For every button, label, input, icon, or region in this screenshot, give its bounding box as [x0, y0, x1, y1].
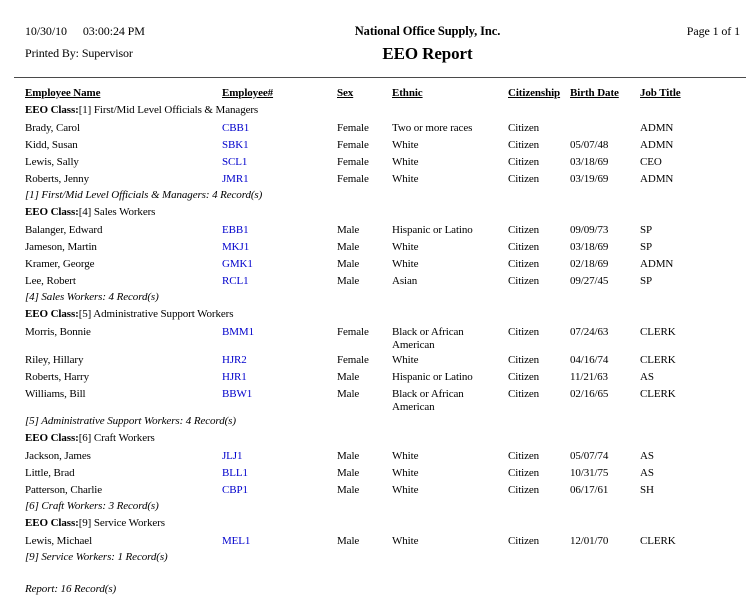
cell-citizenship: Citizen: [508, 535, 540, 547]
page-title: EEO Report: [382, 44, 473, 63]
cell-sex: Female: [337, 156, 369, 168]
printed-by-value: Supervisor: [81, 46, 133, 60]
cell-birth-date: 11/21/63: [570, 371, 608, 383]
cell-birth-date: 02/18/69: [570, 258, 609, 270]
table-row: [25, 239, 742, 256]
eeo-class-label: EEO Class:: [25, 308, 79, 320]
cell-birth-date: 09/09/73: [570, 224, 609, 236]
cell-employee-name: Jackson, James: [25, 450, 91, 462]
table-row: [25, 448, 742, 465]
report-summary: Report: 16 Record(s): [25, 583, 117, 595]
column-header-citizenship: Citizenship: [508, 87, 561, 99]
eeo-class-name: [5] Administrative Support Workers: [78, 308, 234, 320]
cell-birth-date: 12/01/70: [570, 535, 609, 547]
cell-employee-name: Roberts, Harry: [25, 371, 89, 383]
cell-ethnic: White: [392, 484, 419, 496]
cell-job-title: ADMN: [640, 122, 674, 134]
cell-sex: Male: [337, 258, 360, 270]
table-row: [25, 137, 742, 154]
cell-ethnic: Hispanic or Latino: [392, 371, 473, 383]
cell-birth-date: 06/17/61: [570, 484, 609, 496]
report-table: [0, 78, 750, 567]
table-body: [25, 103, 742, 567]
cell-job-title: AS: [640, 371, 654, 383]
cell-ethnic: Two or more races: [392, 122, 473, 134]
cell-job-title: ADMN: [640, 173, 674, 185]
table-header-row: [25, 86, 742, 103]
cell-job-title: SP: [640, 275, 653, 287]
table-row: [25, 222, 742, 239]
report-title-block: [220, 25, 635, 63]
cell-ethnic: White: [392, 535, 419, 547]
cell-citizenship: Citizen: [508, 139, 540, 151]
cell-employee-number-link[interactable]: HJR1: [222, 371, 247, 383]
cell-birth-date: 03/18/69: [570, 156, 609, 168]
eeo-class-group: [25, 205, 742, 307]
print-time: 03:00:24 PM: [82, 24, 145, 38]
cell-employee-number-link[interactable]: BMM1: [222, 326, 254, 338]
cell-birth-date: 03/19/69: [570, 173, 609, 185]
eeo-class-group: [25, 103, 742, 205]
cell-employee-name: Lee, Robert: [25, 275, 76, 287]
cell-citizenship: Citizen: [508, 224, 540, 236]
group-summary: [9] Service Workers: 1 Record(s): [25, 551, 168, 563]
cell-citizenship: Citizen: [508, 450, 540, 462]
printed-by-line: [25, 47, 220, 60]
cell-ethnic: White: [392, 354, 419, 366]
cell-ethnic: White: [392, 173, 419, 185]
cell-citizenship: Citizen: [508, 354, 540, 366]
cell-ethnic: White: [392, 467, 419, 479]
cell-ethnic: Asian: [392, 275, 418, 287]
cell-birth-date: 10/31/75: [570, 467, 609, 479]
table-row: [25, 533, 742, 550]
print-date-line: [25, 25, 220, 38]
cell-employee-name: Brady, Carol: [25, 122, 80, 134]
eeo-class-row: [25, 103, 742, 120]
cell-employee-number-link[interactable]: RCL1: [222, 275, 249, 287]
cell-citizenship: Citizen: [508, 173, 540, 185]
eeo-class-name: [6] Craft Workers: [78, 432, 155, 444]
cell-job-title: AS: [640, 467, 654, 479]
cell-job-title: ADMN: [640, 139, 674, 151]
eeo-class-label: EEO Class:: [25, 517, 79, 529]
cell-job-title: CLERK: [640, 354, 676, 366]
eeo-class-row: [25, 431, 742, 448]
column-header-employee: Employee#: [222, 87, 274, 99]
eeo-class-group: [25, 516, 742, 567]
group-rows: [25, 324, 742, 414]
eeo-class-row: [25, 516, 742, 533]
cell-sex: Male: [337, 467, 360, 479]
cell-employee-number-link[interactable]: CBB1: [222, 122, 250, 134]
group-rows: [25, 533, 742, 550]
cell-birth-date: 05/07/74: [570, 450, 609, 462]
cell-citizenship: Citizen: [508, 258, 540, 270]
cell-sex: Male: [337, 275, 360, 287]
cell-employee-name: Kidd, Susan: [25, 139, 78, 151]
group-summary: [1] First/Mid Level Officials & Managers: 4 Record(s): [25, 189, 263, 201]
eeo-class-row: [25, 307, 742, 324]
cell-birth-date: 02/16/65: [570, 388, 609, 400]
cell-employee-number-link[interactable]: EBB1: [222, 224, 249, 236]
cell-sex: Male: [337, 224, 360, 236]
cell-sex: Female: [337, 354, 369, 366]
cell-sex: Male: [337, 371, 360, 383]
group-rows: [25, 222, 742, 290]
column-header-sex: Sex: [337, 87, 354, 99]
column-header-ethnic: Ethnic: [392, 87, 423, 99]
cell-job-title: ADMN: [640, 258, 674, 270]
cell-sex: Female: [337, 173, 369, 185]
cell-sex: Male: [337, 484, 360, 496]
eeo-class-label: EEO Class:: [25, 206, 79, 218]
table-row: [25, 482, 742, 499]
cell-employee-name: Lewis, Michael: [25, 535, 93, 547]
print-info: [25, 25, 220, 60]
table-row: [25, 369, 742, 386]
cell-citizenship: Citizen: [508, 122, 540, 134]
cell-employee-name: Lewis, Sally: [25, 156, 79, 168]
eeo-class-group: [25, 431, 742, 516]
cell-employee-number-link[interactable]: CBP1: [222, 484, 248, 496]
cell-ethnic: Black or African American: [392, 388, 464, 413]
cell-citizenship: Citizen: [508, 326, 540, 338]
cell-employee-number-link[interactable]: SBK1: [222, 139, 249, 151]
table-row: [25, 256, 742, 273]
printed-by-label: Printed By:: [25, 46, 79, 60]
column-header-birth-date: Birth Date: [570, 87, 619, 99]
table-row: [25, 120, 742, 137]
cell-job-title: AS: [640, 450, 654, 462]
cell-employee-number-link[interactable]: GMK1: [222, 258, 253, 270]
cell-ethnic: Hispanic or Latino: [392, 224, 473, 236]
table-row: [25, 171, 742, 188]
report-header: [0, 0, 750, 63]
cell-employee-name: Patterson, Charlie: [25, 484, 103, 496]
cell-sex: Female: [337, 139, 369, 151]
cell-employee-number-link[interactable]: SCL1: [222, 156, 248, 168]
table-row: [25, 352, 742, 369]
cell-employee-number-link[interactable]: BBW1: [222, 388, 253, 400]
cell-job-title: CLERK: [640, 535, 676, 547]
cell-birth-date: [570, 120, 640, 122]
cell-citizenship: Citizen: [508, 467, 540, 479]
cell-ethnic: White: [392, 258, 419, 270]
cell-employee-name: Williams, Bill: [25, 388, 86, 400]
group-rows: [25, 448, 742, 499]
group-rows: [25, 120, 742, 188]
cell-sex: Male: [337, 535, 360, 547]
group-summary: [5] Administrative Support Workers: 4 Record(s): [25, 415, 236, 427]
cell-employee-name: Morris, Bonnie: [25, 326, 91, 338]
cell-job-title: SP: [640, 224, 653, 236]
eeo-class-name: [1] First/Mid Level Officials & Managers: [78, 104, 259, 116]
cell-ethnic: Black or African American: [392, 326, 464, 351]
cell-sex: Male: [337, 450, 360, 462]
cell-employee-name: Roberts, Jenny: [25, 173, 89, 185]
table-row: [25, 273, 742, 290]
cell-employee-number-link[interactable]: BLL1: [222, 467, 248, 479]
cell-sex: Female: [337, 122, 369, 134]
cell-sex: Female: [337, 326, 369, 338]
cell-job-title: SP: [640, 241, 653, 253]
cell-employee-name: Balanger, Edward: [25, 224, 103, 236]
eeo-class-group: [25, 307, 742, 431]
company-name: National Office Supply, Inc.: [354, 24, 501, 38]
cell-employee-name: Kramer, George: [25, 258, 95, 270]
eeo-class-label: EEO Class:: [25, 104, 79, 116]
cell-employee-number-link[interactable]: JMR1: [222, 173, 249, 185]
cell-birth-date: 09/27/45: [570, 275, 609, 287]
cell-sex: Male: [337, 388, 360, 400]
page-number: Page 1 of 1: [686, 24, 740, 38]
cell-employee-number-link[interactable]: JLJ1: [222, 450, 243, 462]
cell-citizenship: Citizen: [508, 484, 540, 496]
cell-employee-name: Jameson, Martin: [25, 241, 97, 253]
column-header-employee-name: Employee Name: [25, 87, 101, 99]
cell-employee-number-link[interactable]: HJR2: [222, 354, 247, 366]
cell-employee-name: Riley, Hillary: [25, 354, 84, 366]
print-date: 10/30/10: [25, 24, 67, 38]
cell-ethnic: White: [392, 241, 419, 253]
column-header-job-title: Job Title: [640, 87, 681, 99]
cell-citizenship: Citizen: [508, 388, 540, 400]
cell-employee-number-link[interactable]: MEL1: [222, 535, 251, 547]
cell-job-title: CLERK: [640, 388, 676, 400]
cell-birth-date: 04/16/74: [570, 354, 609, 366]
group-summary: [4] Sales Workers: 4 Record(s): [25, 291, 159, 303]
cell-birth-date: 05/07/48: [570, 139, 609, 151]
table-row: [25, 386, 742, 414]
cell-ethnic: White: [392, 450, 419, 462]
cell-job-title: CLERK: [640, 326, 676, 338]
cell-sex: Male: [337, 241, 360, 253]
cell-ethnic: White: [392, 156, 419, 168]
cell-job-title: SH: [640, 484, 654, 496]
cell-citizenship: Citizen: [508, 241, 540, 253]
eeo-class-label: EEO Class:: [25, 432, 79, 444]
cell-employee-number-link[interactable]: MKJ1: [222, 241, 250, 253]
cell-citizenship: Citizen: [508, 156, 540, 168]
cell-employee-name: Little, Brad: [25, 467, 75, 479]
eeo-class-row: [25, 205, 742, 222]
table-row: [25, 324, 742, 352]
cell-citizenship: Citizen: [508, 371, 540, 383]
group-summary: [6] Craft Workers: 3 Record(s): [25, 500, 159, 512]
cell-citizenship: Citizen: [508, 275, 540, 287]
cell-birth-date: 03/18/69: [570, 241, 609, 253]
cell-ethnic: White: [392, 139, 419, 151]
cell-job-title: CEO: [640, 156, 662, 168]
cell-birth-date: 07/24/63: [570, 326, 609, 338]
table-row: [25, 154, 742, 171]
table-row: [25, 465, 742, 482]
eeo-class-name: [9] Service Workers: [78, 517, 165, 529]
eeo-class-name: [4] Sales Workers: [78, 206, 156, 218]
